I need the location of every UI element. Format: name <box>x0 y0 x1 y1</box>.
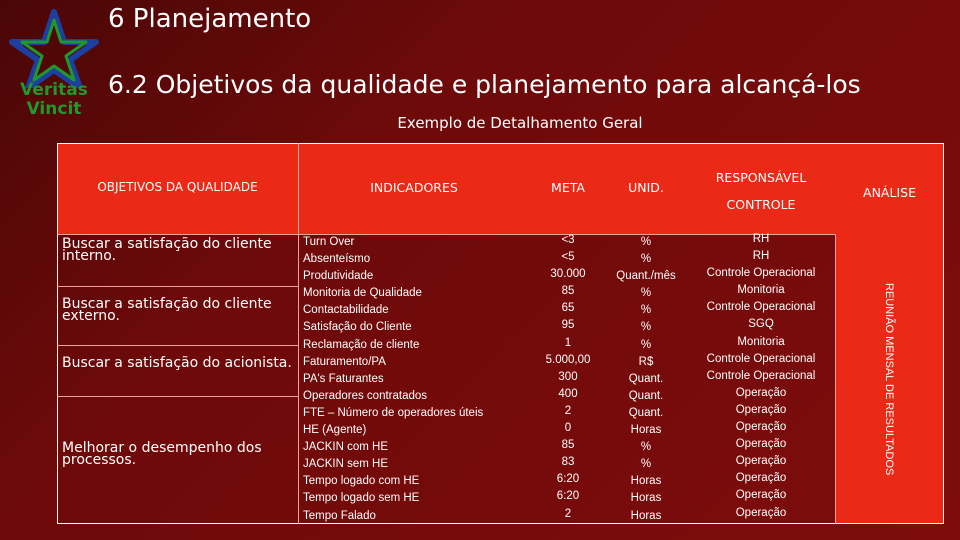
objetivo-acionista: Buscar a satisfação do acionista. <box>62 355 292 371</box>
meta-value: <3 <box>561 234 575 246</box>
unid-value: % <box>640 458 652 471</box>
controle-value: Controle Operacional <box>706 352 816 365</box>
indicador: FTE – Número de operadores úteis <box>303 406 484 419</box>
objetivo-processos: Melhorar o desempenho dos processos. <box>62 440 262 468</box>
slide-subtitle: Exemplo de Detalhamento Geral <box>397 114 643 132</box>
meta-value: 83 <box>561 456 575 469</box>
unid-value: % <box>640 304 652 317</box>
controle-value: SGQ <box>748 318 774 331</box>
table-border-right <box>943 143 944 524</box>
column-divider <box>298 143 299 524</box>
meta-column <box>530 232 606 523</box>
controle-value: Monitoria <box>737 335 785 348</box>
unid-value: Horas <box>630 492 662 505</box>
header-controle: CONTROLE <box>726 197 796 212</box>
meta-value: 6:20 <box>556 473 580 486</box>
header-unid: UNID. <box>628 180 664 195</box>
unid-value: % <box>640 253 652 266</box>
unid-value: % <box>640 441 652 454</box>
unid-column <box>606 234 686 525</box>
indicador: Faturamento/PA <box>303 355 386 368</box>
meta-value: 400 <box>558 387 578 400</box>
controle-value: Operação <box>735 455 787 468</box>
header-indicadores: INDICADORES <box>370 180 458 195</box>
meta-value: 65 <box>561 302 575 315</box>
controle-value: Controle Operacional <box>706 267 816 280</box>
row-divider <box>57 345 298 346</box>
unid-value: % <box>640 321 652 334</box>
indicador: Produtividade <box>303 270 374 283</box>
controle-value: RH <box>752 250 770 263</box>
indicador: Monitoria de Qualidade <box>303 287 422 300</box>
unid-value: % <box>640 338 652 351</box>
indicador: Reclamação de cliente <box>303 338 420 351</box>
meta-value: 2 <box>564 507 572 520</box>
meta-value: 300 <box>558 370 578 383</box>
controle-value: Operação <box>735 489 787 502</box>
controle-value: Monitoria <box>737 284 785 297</box>
objetivo-cliente-externo: Buscar a satisfação do cliente externo. <box>62 296 272 324</box>
controle-value: Operação <box>735 386 787 399</box>
meta-value: 85 <box>561 285 575 298</box>
logo-text-vincit: Vincit <box>26 99 82 119</box>
meta-value: 0 <box>564 422 572 435</box>
controle-value: Controle Operacional <box>706 369 816 382</box>
unid-value: % <box>640 236 652 248</box>
meta-value: 5.000,00 <box>545 353 591 366</box>
indicador: Tempo Falado <box>303 509 376 522</box>
indicadores-column <box>303 234 528 525</box>
meta-value: 95 <box>561 319 575 332</box>
meta-value: 1 <box>564 336 572 349</box>
unid-value: Quant. <box>628 372 664 385</box>
indicador: Turn Over <box>303 236 355 248</box>
slide-heading: 6.2 Objetivos da qualidade e planejamento para alcançá-los <box>108 70 861 99</box>
meta-value: 6:20 <box>556 490 580 503</box>
star-icon <box>8 8 100 88</box>
indicador: Tempo logado sem HE <box>303 492 420 505</box>
analise-vertical-text <box>883 283 904 476</box>
table-border-top <box>57 143 944 144</box>
controle-value: RH <box>752 233 770 245</box>
unid-value: R$ <box>638 355 654 368</box>
unid-value: Quant./mês <box>616 270 676 283</box>
indicador: PA's Faturantes <box>303 372 384 385</box>
indicador: Satisfação do Cliente <box>303 321 412 334</box>
controle-value: Operação <box>735 506 787 519</box>
controle-value: Operação <box>735 421 787 434</box>
indicador: HE (Agente) <box>303 424 367 437</box>
indicador: Operadores contratados <box>303 389 428 402</box>
meta-value: 2 <box>564 404 572 417</box>
controle-value: Operação <box>735 438 787 451</box>
meta-value: <5 <box>561 251 575 264</box>
header-analise: ANÁLISE <box>863 185 916 200</box>
objetivo-cliente-interno: Buscar a satisfação do cliente interno. <box>62 236 272 264</box>
indicador: Tempo logado com HE <box>303 475 420 488</box>
veritas-vincit-logo <box>8 8 100 120</box>
unid-value: Horas <box>630 424 662 437</box>
logo-text-veritas: Veritas <box>20 80 88 100</box>
slide-title: 6 Planejamento <box>108 4 312 34</box>
controle-value: Controle Operacional <box>706 301 816 314</box>
unid-value: Horas <box>630 509 662 522</box>
meta-value: 85 <box>561 439 575 452</box>
meta-value: 30.000 <box>550 268 586 281</box>
controle-value: Operação <box>735 472 787 485</box>
table-border-left <box>57 143 58 524</box>
unid-value: Quant. <box>628 389 664 402</box>
indicador: Contactabilidade <box>303 304 389 317</box>
row-divider <box>57 286 298 287</box>
header-meta: META <box>551 180 585 195</box>
row-divider <box>57 396 298 397</box>
header-responsavel: RESPONSÁVEL <box>715 170 807 185</box>
unid-value: % <box>640 287 652 300</box>
controle-value: Operação <box>735 403 787 416</box>
indicador: JACKIN com HE <box>303 441 388 454</box>
unid-value: Horas <box>630 475 662 488</box>
controle-column <box>686 231 836 522</box>
analise-vertical-label: REUNIÃO MENSAL DE RESULTADOS <box>883 283 895 476</box>
indicador: JACKIN sem HE <box>303 458 388 471</box>
indicador: Absenteísmo <box>303 253 371 266</box>
header-objetivos: OBJETIVOS DA QUALIDADE <box>97 180 258 194</box>
unid-value: Quant. <box>628 406 664 419</box>
